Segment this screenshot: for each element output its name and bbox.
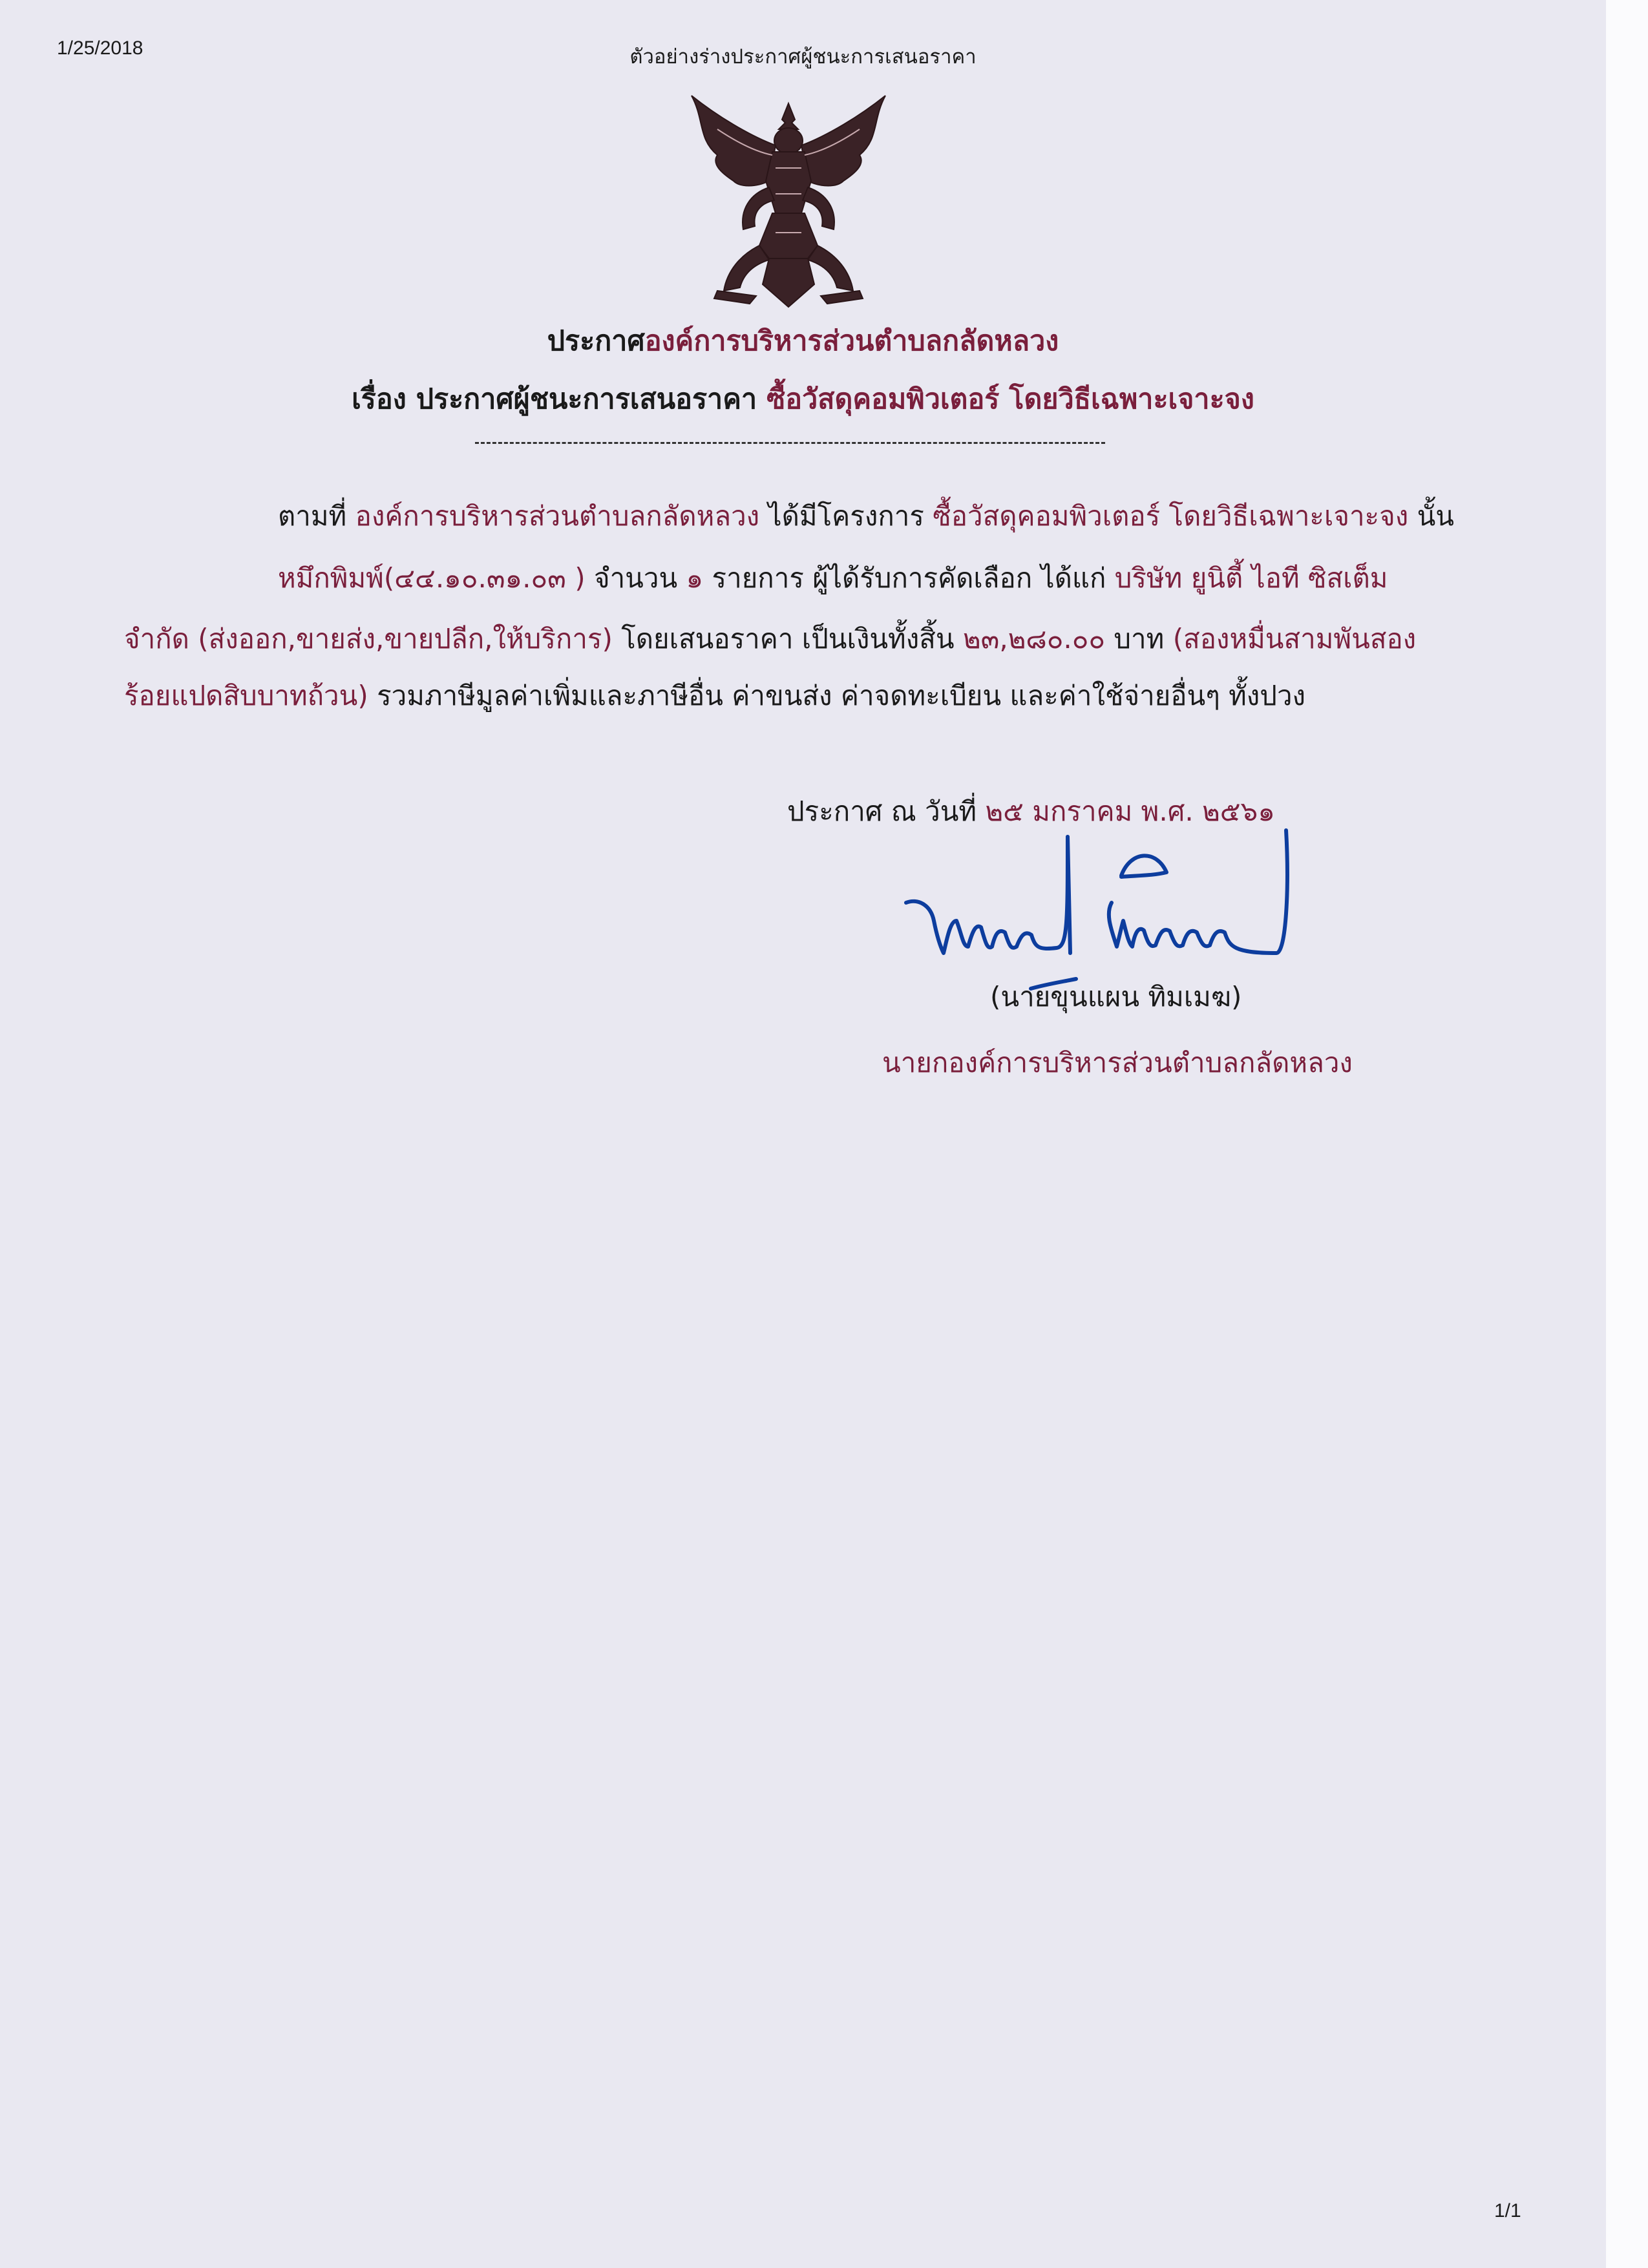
announce-date: ๒๕ มกราคม พ.ศ. ๒๕๖๑ (985, 795, 1275, 827)
scan-edge (1606, 0, 1648, 2268)
body-vendor-cont: จำกัด (ส่งออก,ขายส่ง,ขายปลีก,ให้บริการ) (124, 623, 613, 655)
body-text: ได้มีโครงการ (759, 500, 933, 532)
title-divider (475, 442, 1105, 444)
handwritten-signature (898, 759, 1312, 1005)
body-line-4 (124, 675, 1305, 717)
body-line-3 (124, 618, 1416, 660)
body-amount: ๒๓,๒๘๐.๐๐ (962, 623, 1106, 655)
print-header-title: ตัวอย่างร่างประกาศผู้ชนะการเสนอราคา (629, 45, 977, 68)
body-amount-words-cont: ร้อยแปดสิบบาทถ้วน) (124, 680, 368, 711)
body-text: จำนวน (585, 562, 686, 594)
subject-text: ซื้อวัสดุคอมพิวเตอร์ โดยวิธีเฉพาะเจาะจง (766, 383, 1254, 415)
print-date: 1/25/2018 (57, 37, 143, 59)
body-quantity: ๑ (686, 562, 704, 594)
body-text: บาท (1105, 623, 1173, 655)
announcement-title (0, 319, 1606, 362)
signer-position: นายกองค์การบริหารส่วนตำบลกลัดหลวง (882, 1047, 1353, 1078)
signer-name: (นายขุนแผน ทิมเมฆ) (990, 981, 1242, 1013)
garuda-emblem-icon (679, 90, 898, 317)
body-text: รวมภาษีมูลค่าเพิ่มและภาษีอื่น ค่าขนส่ง ค่าจดทะเบียน และค่าใช้จ่ายอื่นๆ ทั้งปวง (368, 680, 1306, 711)
subject-prefix: เรื่อง ประกาศผู้ชนะการเสนอราคา (352, 383, 767, 415)
body-line-1 (278, 495, 1454, 538)
body-item: หมึกพิมพ์(๔๔.๑๐.๓๑.๐๓ ) (278, 562, 586, 594)
body-amount-words: (สองหมื่นสามพันสอง (1172, 623, 1417, 655)
body-text: โดยเสนอราคา เป็นเงินทั้งสิ้น (612, 623, 963, 655)
announce-date-label: ประกาศ ณ วันที่ (787, 795, 986, 827)
page-number: 1/1 (1494, 2200, 1521, 2221)
body-line-2 (278, 557, 1388, 600)
body-project: ซื้อวัสดุคอมพิวเตอร์ โดยวิธีเฉพาะเจาะจง (933, 500, 1409, 532)
body-text: รายการ ผู้ได้รับการคัดเลือก ได้แก่ (703, 562, 1115, 594)
announcement-subject (0, 377, 1606, 421)
body-text: ตามที่ (278, 500, 355, 532)
body-vendor: บริษัท ยูนิตี้ ไอที ซิสเต็ม (1114, 562, 1388, 594)
body-org: องค์การบริหารส่วนตำบลกลัดหลวง (355, 500, 760, 532)
body-text: นั้น (1408, 500, 1454, 532)
organization-name: องค์การบริหารส่วนตำบลกลัดหลวง (644, 325, 1059, 357)
title-prefix: ประกาศ (547, 325, 645, 357)
